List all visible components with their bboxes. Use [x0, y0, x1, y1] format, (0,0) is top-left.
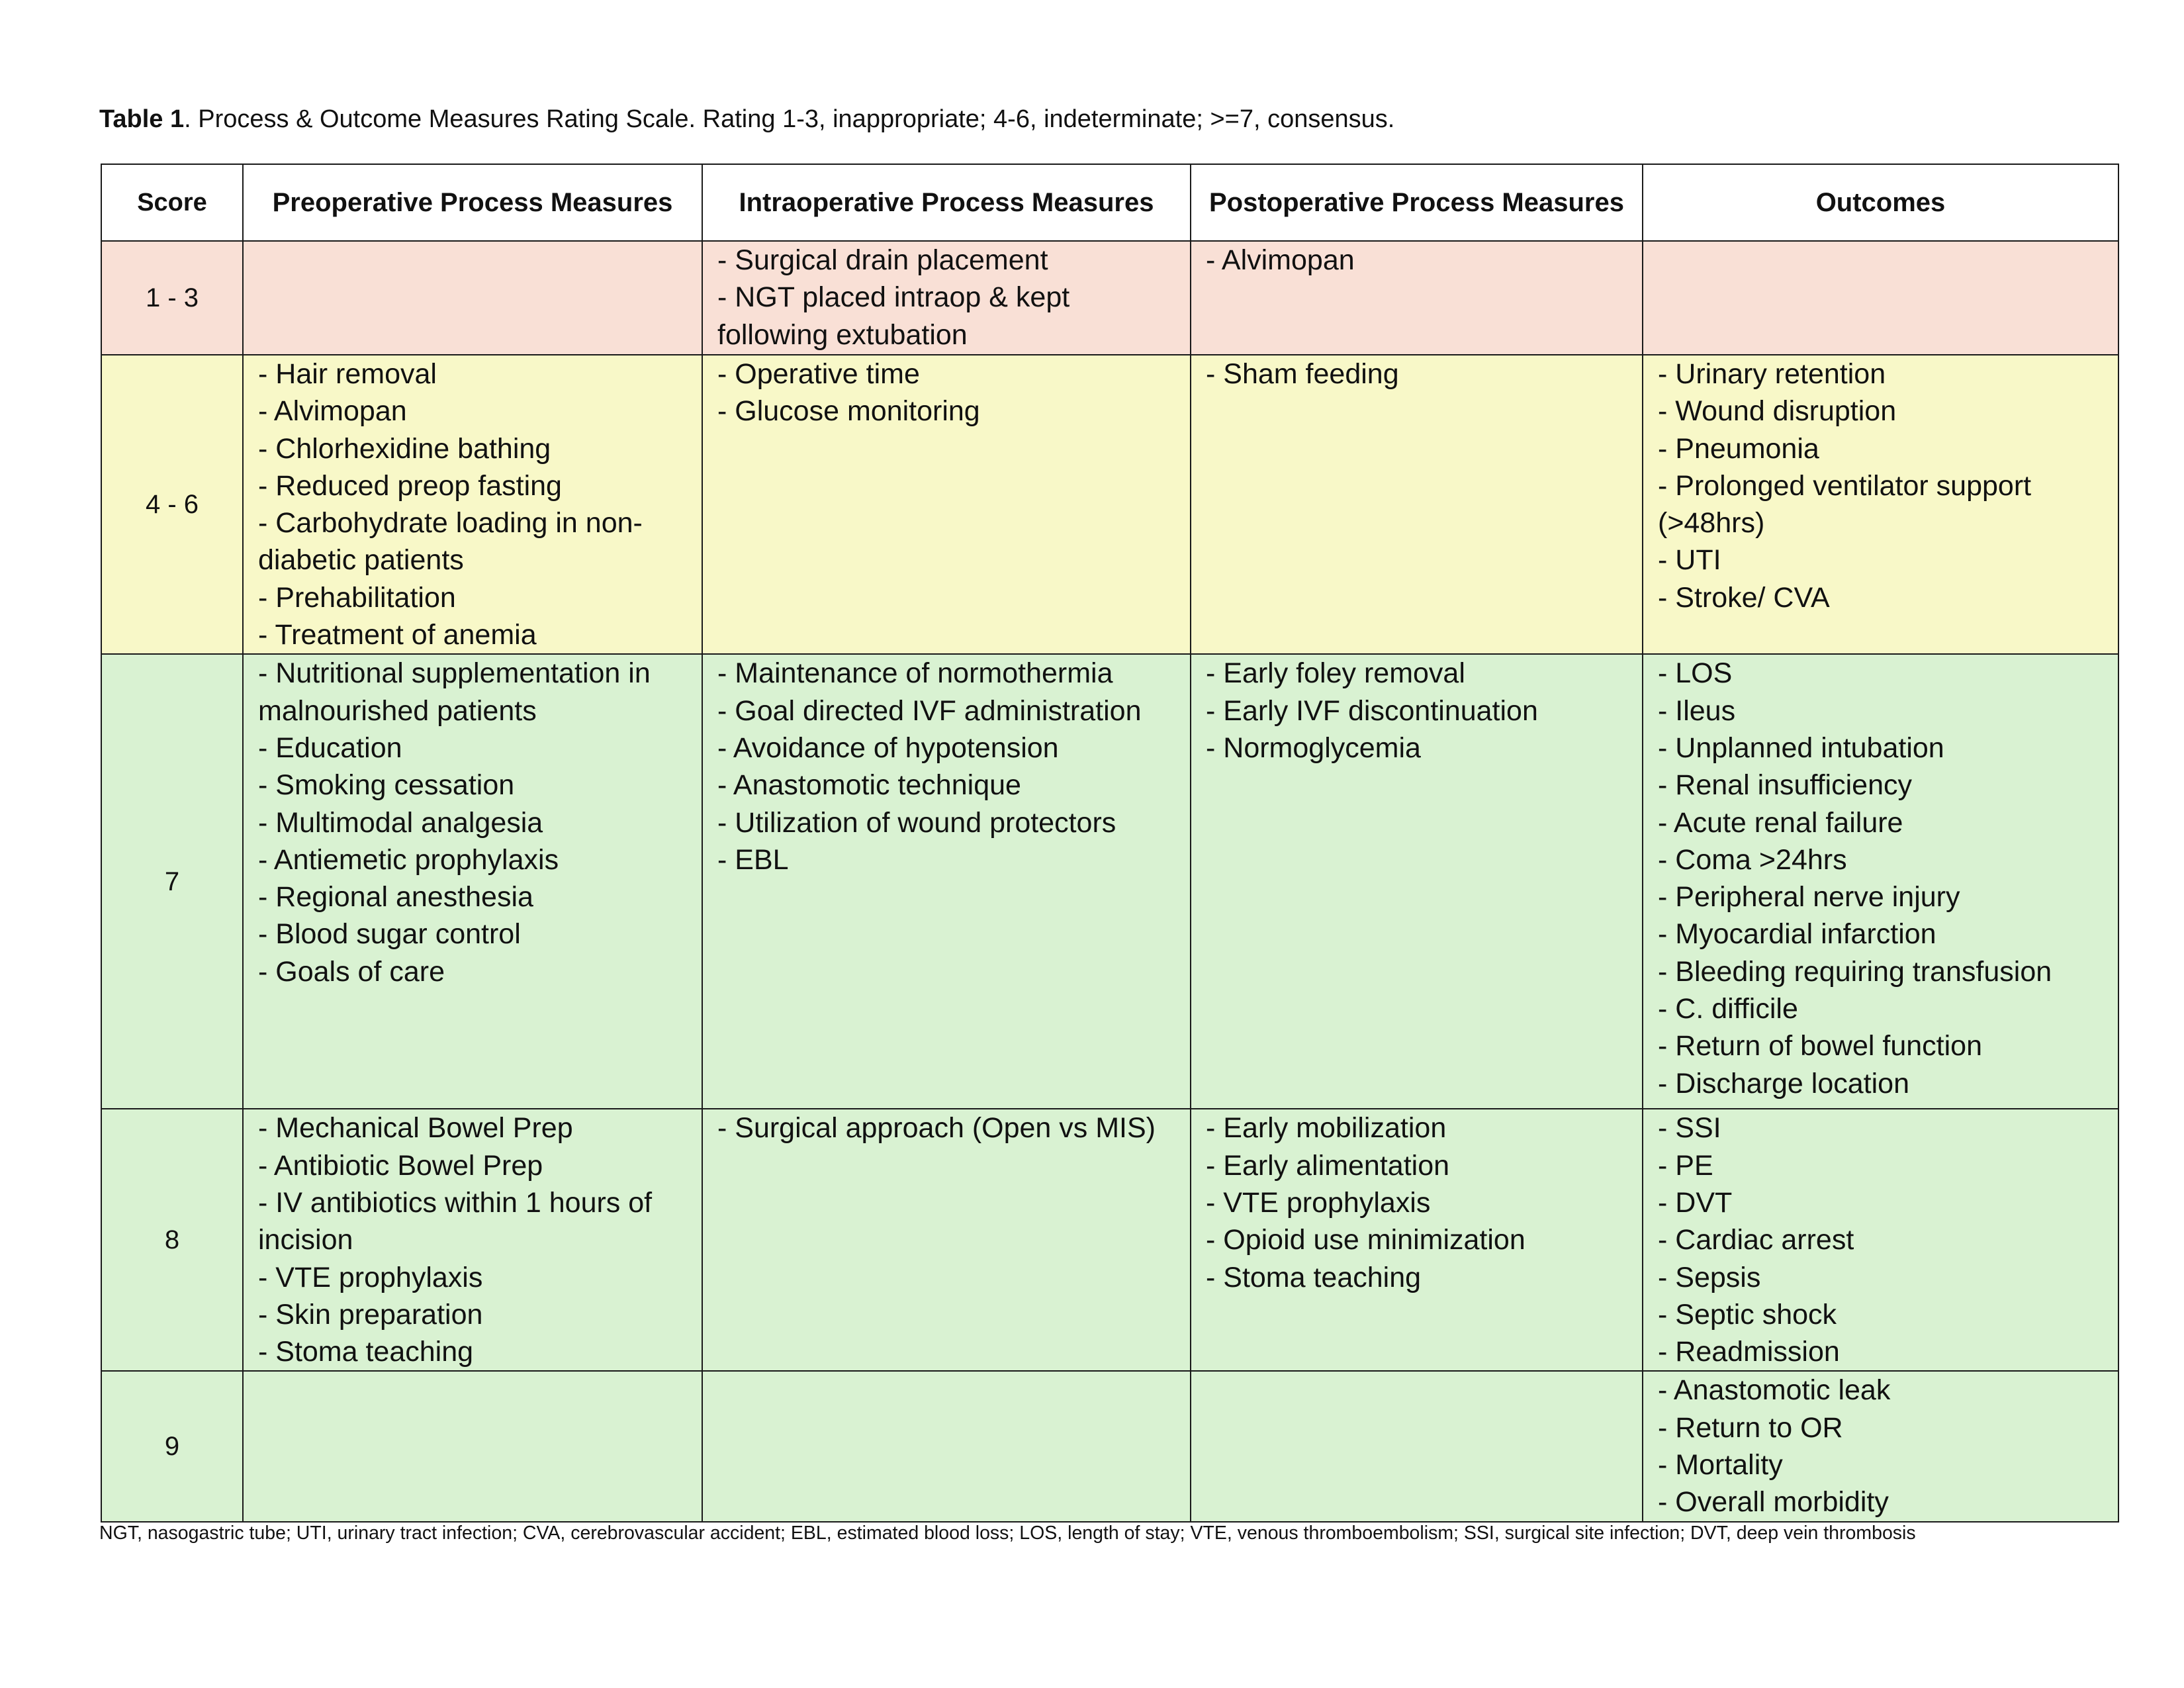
postop-cell — [1191, 654, 1643, 1109]
list-item: - Maintenance of normothermia — [717, 657, 1113, 690]
list-item: - Education — [258, 731, 402, 764]
preop-cell — [243, 241, 702, 355]
list-item: - VTE prophylaxis — [1206, 1186, 1431, 1219]
list-item: - Prehabilitation — [258, 581, 456, 614]
list-item: - Utilization of wound protectors — [717, 806, 1116, 839]
list-item: - Renal insufficiency — [1658, 769, 1912, 802]
postop-cell — [1191, 1371, 1643, 1521]
list-item: - Sepsis — [1658, 1261, 1761, 1293]
table-row — [101, 1371, 2118, 1521]
list-item: - Multimodal analgesia — [258, 806, 543, 839]
list-item: - Prolonged ventilator support (>48hrs) — [1658, 469, 2032, 539]
list-item: - Myocardial infarction — [1658, 918, 1936, 951]
list-item: - Antiemetic prophylaxis — [258, 843, 559, 876]
preop-cell — [243, 1371, 702, 1521]
postop-cell — [1191, 1109, 1643, 1371]
list-item: - Readmission — [1658, 1336, 1840, 1368]
list-item: - DVT — [1658, 1186, 1733, 1219]
list-item: - Early IVF discontinuation — [1206, 694, 1538, 727]
list-item: - Avoidance of hypotension — [717, 731, 1059, 764]
intraop-cell — [702, 241, 1191, 355]
list-item: - Nutritional supplementation in malnourished patients — [258, 657, 651, 727]
list-item: - Stoma teaching — [1206, 1261, 1422, 1293]
list-item: - Cardiac arrest — [1658, 1224, 1854, 1256]
rating-scale-table — [101, 164, 2119, 1523]
list-item: - Stoma teaching — [258, 1336, 474, 1368]
list-item: - Alvimopan — [1206, 244, 1355, 276]
list-item: - C. difficile — [1658, 993, 1798, 1025]
list-item: - NGT placed intraop & kept following extubation — [717, 281, 1070, 351]
list-item: - Hair removal — [258, 358, 437, 390]
list-item: - Reduced preop fasting — [258, 469, 562, 502]
list-item: - Mechanical Bowel Prep — [258, 1112, 573, 1145]
header-intraop: Intraoperative Process Measures — [702, 164, 1191, 241]
intraop-cell — [702, 654, 1191, 1109]
list-item: - Glucose monitoring — [717, 395, 980, 428]
list-item: - Early mobilization — [1206, 1112, 1447, 1145]
table-row — [101, 654, 2118, 1109]
list-item: - Early alimentation — [1206, 1149, 1450, 1182]
list-item: - Alvimopan — [258, 395, 407, 428]
outcomes-cell — [1643, 1109, 2118, 1371]
table-row — [101, 1109, 2118, 1371]
list-item: - Stroke/ CVA — [1658, 581, 1830, 614]
list-item: - Normoglycemia — [1206, 731, 1421, 764]
list-item: - Overall morbidity — [1658, 1486, 1889, 1519]
outcomes-cell — [1643, 241, 2118, 355]
preop-cell — [243, 654, 702, 1109]
header-outcomes: Outcomes — [1643, 164, 2118, 241]
table-caption — [99, 99, 2111, 139]
intraop-cell — [702, 355, 1191, 654]
list-item: - Ileus — [1658, 694, 1736, 727]
list-item: - Acute renal failure — [1658, 806, 1903, 839]
list-item: - Surgical drain placement — [717, 244, 1048, 276]
list-item: - Peripheral nerve injury — [1658, 881, 1960, 914]
list-item: - Return to OR — [1658, 1411, 1843, 1444]
header-postop: Postoperative Process Measures — [1191, 164, 1643, 241]
table-row — [101, 241, 2118, 355]
list-item: - Carbohydrate loading in non-diabetic patients — [258, 507, 643, 577]
list-item: - Sham feeding — [1206, 358, 1399, 390]
score-cell: 4 - 6 — [101, 355, 243, 654]
preop-cell — [243, 1109, 702, 1371]
score-cell: 7 — [101, 654, 243, 1109]
list-item: - Unplanned intubation — [1658, 731, 1944, 764]
intraop-cell — [702, 1109, 1191, 1371]
header-preop: Preoperative Process Measures — [243, 164, 702, 241]
abbreviations-footnote: NGT, nasogastric tube; UTI, urinary tract infection; CVA, cerebrovascular accident; EBL, estimated blood loss; LOS, length of stay; VTE, venous thromboembolism; SSI, surgical site infection; DVT, deep vein thrombosis — [99, 1523, 1916, 1544]
list-item: - Goals of care — [258, 955, 445, 988]
list-item: - Early foley removal — [1206, 657, 1465, 690]
postop-cell — [1191, 355, 1643, 654]
list-item: - Chlorhexidine bathing — [258, 432, 551, 465]
list-item: - Goal directed IVF administration — [717, 694, 1142, 727]
list-item: - LOS — [1658, 657, 1733, 690]
header-score: Score — [101, 164, 243, 241]
list-item: - Antibiotic Bowel Prep — [258, 1149, 543, 1182]
list-item: - Regional anesthesia — [258, 881, 533, 914]
list-item: - PE — [1658, 1149, 1713, 1182]
list-item: - Coma >24hrs — [1658, 843, 1847, 876]
outcomes-cell — [1643, 355, 2118, 654]
list-item: - Blood sugar control — [258, 918, 521, 951]
outcomes-cell — [1643, 1371, 2118, 1521]
postop-cell — [1191, 241, 1643, 355]
list-item: - Anastomotic leak — [1658, 1374, 1891, 1407]
outcomes-cell — [1643, 654, 2118, 1109]
list-item: - Operative time — [717, 358, 920, 390]
score-cell: 1 - 3 — [101, 241, 243, 355]
header-row — [101, 164, 2118, 241]
caption-label: Table 1 — [99, 105, 185, 133]
list-item: - Urinary retention — [1658, 358, 1886, 390]
list-item: - SSI — [1658, 1112, 1721, 1145]
list-item: - Surgical approach (Open vs MIS) — [717, 1112, 1156, 1145]
list-item: - Return of bowel function — [1658, 1030, 1982, 1062]
score-cell: 8 — [101, 1109, 243, 1371]
list-item: - Mortality — [1658, 1449, 1783, 1481]
list-item: - Wound disruption — [1658, 395, 1897, 428]
caption-text: . Process & Outcome Measures Rating Scale. Rating 1-3, inappropriate; 4-6, indeterminate; >=7, consensus. — [184, 105, 1395, 133]
list-item: - Opioid use minimization — [1206, 1224, 1525, 1256]
list-item: - Discharge location — [1658, 1067, 1910, 1100]
preop-cell — [243, 355, 702, 654]
list-item: - Treatment of anemia — [258, 619, 537, 651]
list-item: - EBL — [717, 843, 789, 876]
list-item: - Pneumonia — [1658, 432, 1819, 465]
list-item: - IV antibiotics within 1 hours of incision — [258, 1186, 653, 1256]
list-item: - Smoking cessation — [258, 769, 515, 802]
list-item: - Anastomotic technique — [717, 769, 1021, 802]
list-item: - Bleeding requiring transfusion — [1658, 955, 2052, 988]
list-item: - VTE prophylaxis — [258, 1261, 483, 1293]
table-row — [101, 355, 2118, 654]
list-item: - Skin preparation — [258, 1298, 483, 1331]
list-item: - Septic shock — [1658, 1298, 1837, 1331]
score-cell: 9 — [101, 1371, 243, 1521]
intraop-cell — [702, 1371, 1191, 1521]
list-item: - UTI — [1658, 544, 1721, 577]
